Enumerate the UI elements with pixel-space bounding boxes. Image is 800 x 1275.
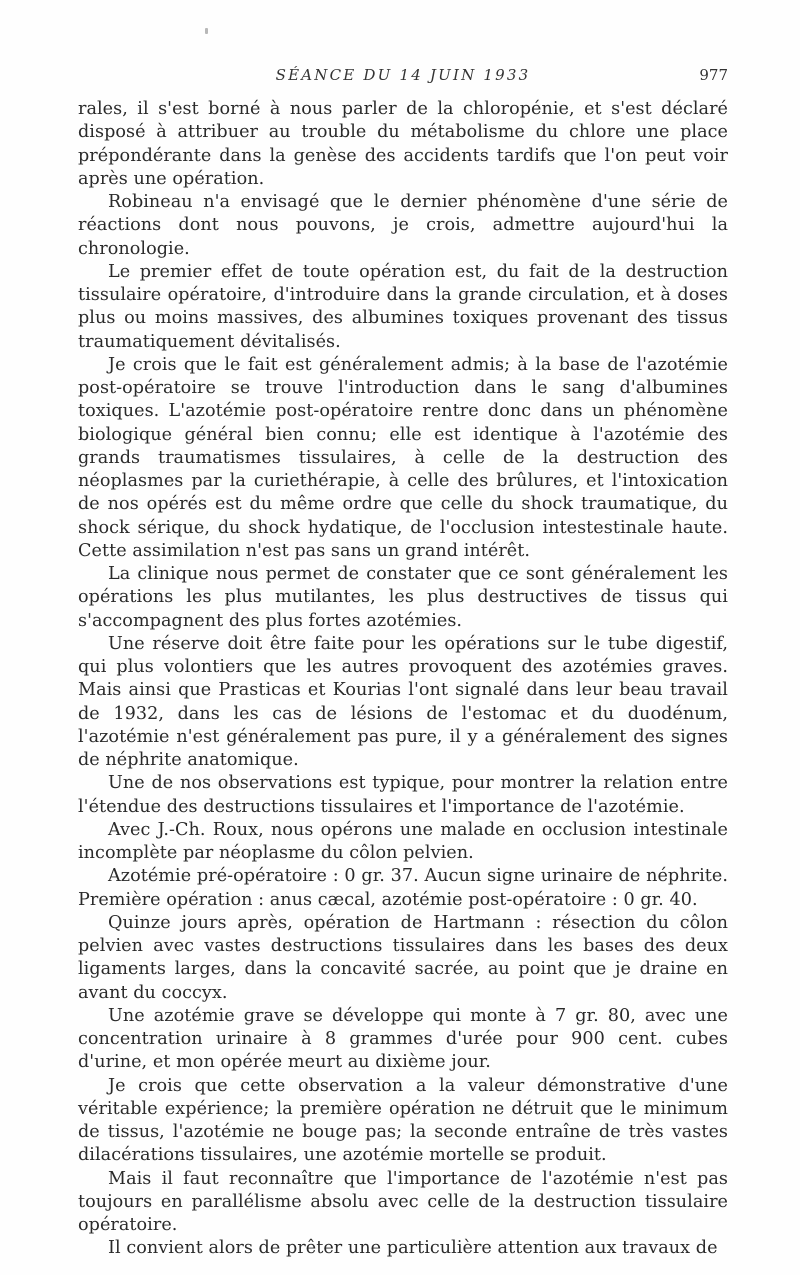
body-text — [78, 98, 728, 1261]
page-speck — [205, 28, 208, 34]
page-header — [78, 64, 728, 86]
page-number: 977 — [699, 66, 728, 84]
paragraph: Mais il faut reconnaître que l'importance de l'azotémie n'est pas toujours en parallélisme absolu avec celle de la destruction tissulaire opératoire. — [78, 1168, 728, 1235]
paragraph: rales, il s'est borné à nous parler de la chloropénie, et s'est déclaré disposé à attribuer au trouble du métabolisme du chlore une place prépondérante dans la genèse des accidents tardifs que l'on peut voir après une opération. — [78, 99, 728, 189]
running-title: SÉANCE DU 14 JUIN 1933 — [275, 66, 531, 84]
paragraph: Je crois que cette observation a la valeur démonstrative d'une véritable expérience; la première opération ne détruit que le minimum de tissus, l'azotémie ne bouge pas; la seconde entraîne de très vastes dilacérations tissulaires, une azotémie mortelle se produit. — [78, 1075, 728, 1166]
paragraph: Je crois que le fait est généralement admis; à la base de l'azotémie post-opératoire se trouve l'introduction dans le sang d'albumines toxiques. L'azotémie post-opératoire rentre donc dans un phénomène biologique général bien connu; elle est identique à l'azotémie des grands traumatismes tissulaires, à celle de la destruction des néoplasmes par la curiethérapie, à celle des brûlures, et l'intoxication de nos opérés est du même ordre que celle du shock traumatique, du shock sérique, du shock hydatique, de l'occlusion intestestinale haute. Cette assimilation n'est pas sans un grand intérêt. — [78, 354, 728, 561]
paragraph: Une azotémie grave se développe qui monte à 7 gr. 80, avec une concentration urinaire à 8 grammes d'urée pour 900 cent. cubes d'urine, et mon opérée meurt au dixième jour. — [78, 1005, 728, 1073]
paragraph: Une de nos observations est typique, pour montrer la relation entre l'étendue des destructions tissulaires et l'importance de l'azotémie. — [78, 773, 728, 817]
paragraph: Robineau n'a envisagé que le dernier phénomène d'une série de réactions dont nous pouvons, je crois, admettre aujourd'hui la chronologie. — [78, 192, 728, 259]
paragraph: Une réserve doit être faite pour les opérations sur le tube digestif, qui plus volontiers que les autres provoquent des azotémies graves. Mais ainsi que Prasticas et Kourias l'ont signalé dans leur beau travail de 1932, dans les cas de lésions de l'estomac et du duodénum, l'azotémie n'est généralement pas pure, il y a généralement des signes de néphrite anatomique. — [78, 633, 728, 770]
paragraph: Il convient alors de prêter une particulière attention aux travaux de — [108, 1238, 718, 1259]
paragraph: Azotémie pré-opératoire : 0 gr. 37. Aucun signe urinaire de néphrite. Première opération : anus cæcal, azotémie post-opératoire : 0 gr. 40. — [78, 866, 728, 910]
paragraph: Avec J.-Ch. Roux, nous opérons une malade en occlusion intestinale incomplète par néoplasme du côlon pelvien. — [78, 819, 728, 863]
paragraph: Quinze jours après, opération de Hartmann : résection du côlon pelvien avec vastes destructions tissulaires dans les bases des deux ligaments larges, dans la concavité sacrée, au point que je draine en avant du coccyx. — [78, 912, 728, 1003]
paragraph: La clinique nous permet de constater que ce sont généralement les opérations les plus mutilantes, les plus destructives de tissus qui s'accompagnent des plus fortes azotémies. — [78, 564, 728, 631]
paragraph: Le premier effet de toute opération est, du fait de la destruction tissulaire opératoire, d'introduire dans la grande circulation, et à doses plus ou moins massives, des albumines toxiques provenant des tissus traumatiquement dévitalisés. — [78, 261, 728, 352]
